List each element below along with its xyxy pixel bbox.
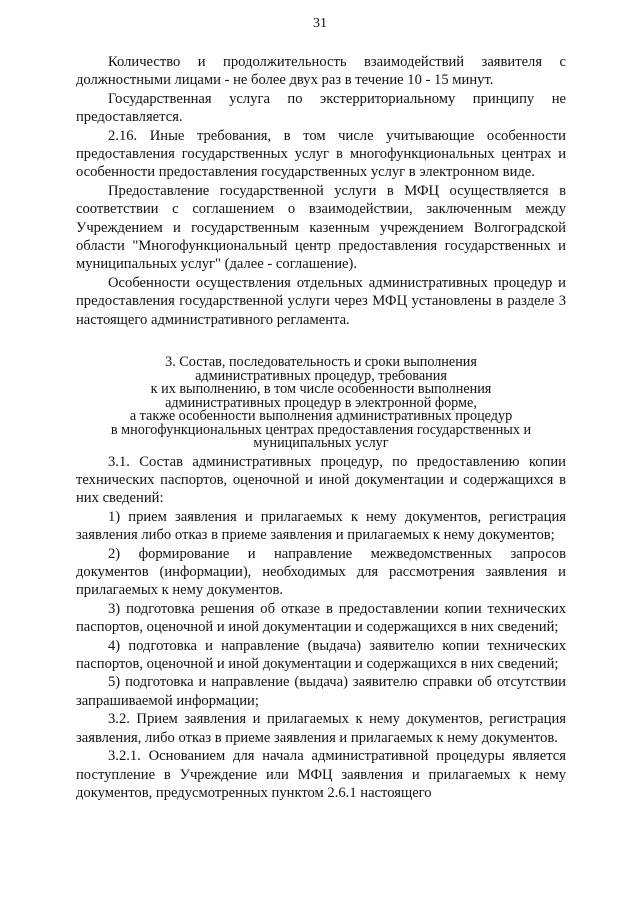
section-heading-line: административных процедур в электронной форме, — [165, 394, 477, 411]
list-item-4: 4) подготовка и направление (выдача) заявителю копии технических паспортов, оценочной и иной документации и содержащихся в них сведений; — [76, 637, 566, 673]
paragraph-extraterritorial: Государственная услуга по экстерриториальному принципу не предоставляется. — [76, 90, 566, 126]
paragraph-3-2: 3.2. Прием заявления и прилагаемых к нему документов, регистрация заявления, либо отказ в приеме заявления и прилагаемых к нему документов. — [76, 711, 566, 746]
paragraph-mfc-provision: Предоставление государственной услуги в МФЦ осуществляется в соответствии с соглашением о взаимодействии, заключенным между Учреждением и государственным казенным учреждением Волгоградской области "Многофункциональный центр предоставления государственных и муниципальных услуг" (далее - соглашение). — [76, 182, 566, 273]
section-heading-line: муниципальных услуг — [253, 435, 389, 452]
list-item-2: 2) формирование и направление межведомственных запросов документов (информации), необходимых для рассмотрения заявления и прилагаемых к нему документов. — [76, 545, 566, 599]
list-item-5: 5) подготовка и направление (выдача) заявителю справки об отсутствии запрашиваемой информации; — [76, 674, 566, 709]
paragraph-3-2-1: 3.2.1. Основанием для начала административной процедуры является поступление в Учреждение или МФЦ заявления и прилагаемых к нему документов, предусмотренных пунктом 2.6.1 настоящего — [76, 748, 566, 801]
section-heading-line: в многофункциональных центрах предоставления государственных и — [110, 421, 532, 438]
paragraph-mfc-features: Особенности осуществления отдельных административных процедур и предоставления государственной услуги через МФЦ установлены в разделе 3 настоящего административного регламента. — [76, 274, 566, 328]
paragraph-2-16: 2.16. Иные требования, в том числе учитывающие особенности предоставления государственных услуг в многофункциональных центрах и особенности предоставления государственных услуг в электронном виде. — [76, 127, 566, 181]
paragraph-3-1: 3.1. Состав административных процедур, по предоставлению копии технических паспортов, оценочной и иной документации и содержащихся в них сведений: — [76, 453, 566, 507]
section-heading — [76, 356, 566, 451]
section-heading-line: административных процедур, требования — [195, 367, 447, 384]
list-item-1: 1) прием заявления и прилагаемых к нему документов, регистрация заявления либо отказ в приеме заявления и прилагаемых к нему документов; — [76, 508, 566, 544]
paragraph-interaction-count: Количество и продолжительность взаимодействий заявителя с должностными лицами - не более двух раз в течение 10 - 15 минут. — [76, 54, 566, 89]
document-body — [76, 53, 566, 802]
page-number: 31 — [313, 16, 327, 31]
section-heading-line: а также особенности выполнения административных процедур — [129, 408, 513, 425]
section-spacer — [76, 329, 566, 356]
section-heading-line: к их выполнению, в том числе особенности выполнения — [150, 381, 492, 398]
list-item-3: 3) подготовка решения об отказе в предоставлении копии технических паспортов, оценочной и иной документации и содержащихся в них сведений; — [76, 600, 566, 636]
section-heading-line: 3. Состав, последовательность и сроки выполнения — [165, 354, 477, 371]
